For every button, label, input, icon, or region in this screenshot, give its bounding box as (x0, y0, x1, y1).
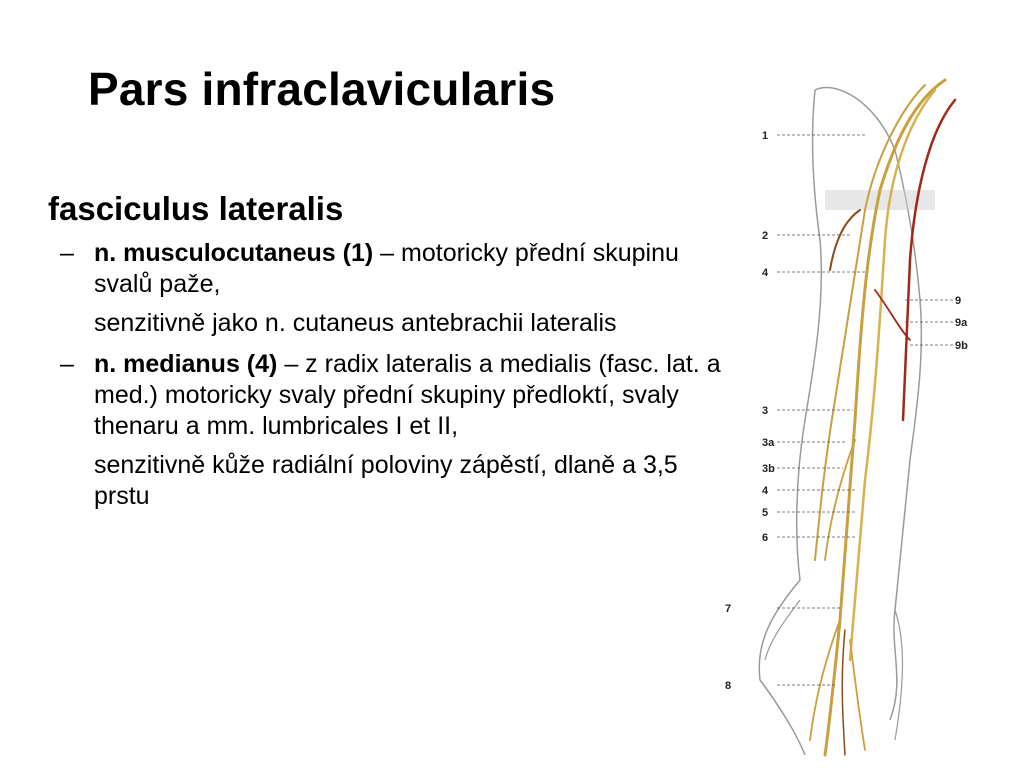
leader-lines (777, 135, 953, 685)
bullet-term: n. musculocutaneus (1) (94, 239, 374, 267)
label-8: 8 (725, 680, 732, 692)
bullet-dash: – (60, 350, 74, 378)
label-4-upper: 4 (762, 267, 769, 279)
label-9b: 9b (955, 340, 968, 352)
arm-nerve-illustration (715, 40, 1015, 760)
label-6: 6 (762, 532, 769, 544)
slide-content (48, 190, 728, 522)
bullet-dash: – (60, 239, 74, 267)
label-7: 7 (725, 603, 732, 615)
label-2: 2 (762, 230, 769, 242)
label-9a: 9a (955, 317, 968, 329)
section-heading: fasciculus lateralis (48, 190, 344, 227)
sub-paragraph-musculocutaneus: senzitivně jako n. cutaneus antebrachii lateralis (94, 309, 617, 337)
slide-title: Pars infraclavicularis (88, 63, 556, 115)
label-5: 5 (762, 507, 769, 519)
label-1: 1 (762, 130, 769, 142)
label-3: 3 (762, 405, 769, 417)
arm-outline (759, 88, 921, 756)
bullet-term: n. medianus (4) (94, 350, 278, 378)
label-9: 9 (955, 295, 962, 307)
label-4-lower: 4 (762, 485, 769, 497)
label-3a: 3a (762, 437, 775, 449)
label-3b: 3b (762, 463, 775, 475)
bullet-musculocutaneus (48, 238, 728, 300)
bullet-medianus (48, 349, 728, 442)
sub-paragraph-medianus: senzitivně kůže radiální poloviny zápěstí, dlaně a 3,5 prstu (94, 451, 678, 510)
nerve-bundle (810, 80, 955, 755)
bullet-text: – z radix lateralis a medialis (fasc. lat. a med.) motoricky svaly přední skupiny předloktí, svaly thenaru a mm. lumbricales I et II, (94, 350, 721, 440)
bullet-text: – motoricky přední skupinu svalů paže, (94, 239, 679, 298)
